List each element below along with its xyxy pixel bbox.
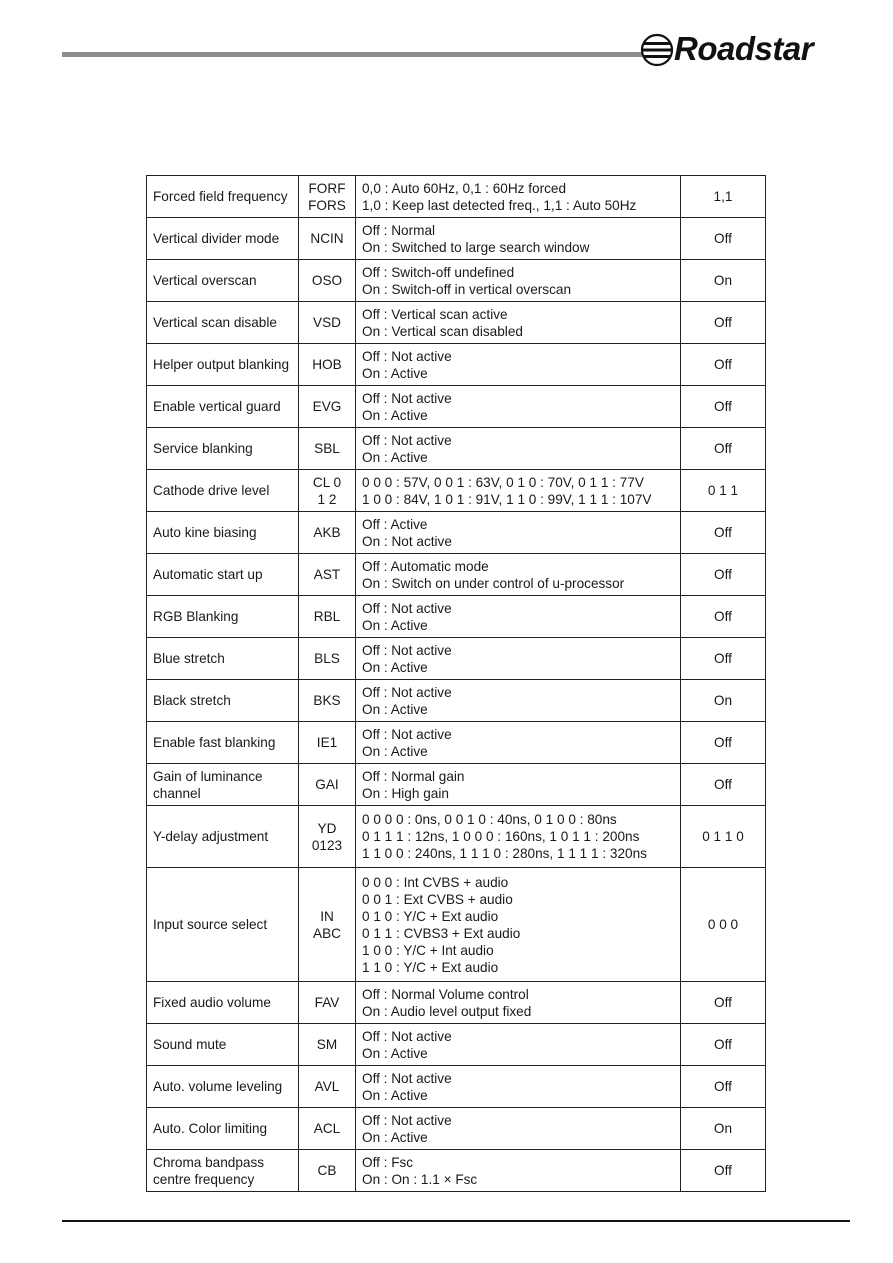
setting-name-cell <box>147 868 299 982</box>
setting-name-cell <box>147 554 299 596</box>
register-code: EVG <box>312 399 342 414</box>
setting-description-cell <box>356 1108 681 1150</box>
setting-description: 1 0 0 : Y/C + Int audio <box>362 942 494 958</box>
setting-description: On : Active <box>362 617 428 633</box>
register-code-cell <box>299 868 356 982</box>
setting-description-cell <box>356 868 681 982</box>
register-code: SBL <box>314 441 340 456</box>
setting-name-cell <box>147 512 299 554</box>
setting-name: Sound mute <box>153 1037 227 1052</box>
setting-name: RGB Blanking <box>153 609 239 624</box>
setting-description: 0 1 1 : CVBS3 + Ext audio <box>362 925 521 941</box>
setting-description: 1,0 : Keep last detected freq., 1,1 : Auto 50Hz <box>362 197 637 213</box>
setting-description: On : Active <box>362 449 428 465</box>
default-value: Off <box>681 1150 766 1192</box>
register-code: BLS <box>314 651 340 666</box>
setting-description: 0 1 0 : Y/C + Ext audio <box>362 908 499 924</box>
setting-description: 1 1 0 : Y/C + Ext audio <box>362 959 499 975</box>
register-code-cell <box>299 1024 356 1066</box>
table-row <box>147 218 766 260</box>
setting-description: Off : Not active <box>362 1112 452 1128</box>
brand-wordmark: Roadstar <box>674 30 814 67</box>
table-row <box>147 638 766 680</box>
register-code-cell <box>299 260 356 302</box>
setting-description: On : Active <box>362 1129 428 1145</box>
setting-name: Auto. Color limiting <box>153 1121 268 1136</box>
setting-name: Blue stretch <box>153 651 225 666</box>
register-code: AST <box>313 567 341 582</box>
setting-description: Off : Not active <box>362 642 452 658</box>
settings-table-body <box>147 176 766 1192</box>
table-row <box>147 386 766 428</box>
setting-description: On : Active <box>362 1087 428 1103</box>
register-code-cell <box>299 176 356 218</box>
register-code-cell <box>299 680 356 722</box>
setting-name-cell <box>147 1108 299 1150</box>
setting-description-cell <box>356 302 681 344</box>
register-code: BKS <box>313 693 341 708</box>
register-code-cell <box>299 554 356 596</box>
default-value: 1,1 <box>681 176 766 218</box>
setting-name: Cathode drive level <box>153 483 270 498</box>
setting-name: Vertical overscan <box>153 273 257 288</box>
setting-description: 0 0 1 : Ext CVBS + audio <box>362 891 513 907</box>
setting-name: Vertical scan disable <box>153 315 277 330</box>
setting-description: Off : Vertical scan active <box>362 306 508 322</box>
setting-description: On : Active <box>362 365 428 381</box>
setting-description-cell <box>356 554 681 596</box>
setting-name-cell <box>147 470 299 512</box>
default-value: 0 1 1 0 <box>681 806 766 868</box>
default-value: On <box>681 680 766 722</box>
setting-description-cell <box>356 176 681 218</box>
register-code: 0123 <box>311 837 343 853</box>
setting-name-cell <box>147 764 299 806</box>
brand-logo <box>640 30 855 74</box>
setting-description: On : On : 1.1 × Fsc <box>362 1171 478 1187</box>
setting-name: Automatic start up <box>153 567 263 582</box>
setting-description: On : Switched to large search window <box>362 239 590 255</box>
register-code-cell <box>299 512 356 554</box>
setting-name: Gain of luminance channel <box>153 768 263 801</box>
setting-description: Off : Normal <box>362 222 436 238</box>
setting-description: On : Active <box>362 407 428 423</box>
table-row <box>147 512 766 554</box>
table-row <box>147 1150 766 1192</box>
setting-description: Off : Switch-off undefined <box>362 264 515 280</box>
setting-description-cell <box>356 260 681 302</box>
register-code: FAV <box>314 995 340 1010</box>
register-code: 1 2 <box>317 491 337 507</box>
setting-name: Input source select <box>153 917 268 932</box>
settings-table <box>146 175 766 1192</box>
register-code-cell <box>299 428 356 470</box>
header-rule <box>62 52 642 57</box>
table-row <box>147 176 766 218</box>
register-code: ABC <box>313 925 341 941</box>
setting-name-cell <box>147 1066 299 1108</box>
register-code: ACL <box>313 1121 341 1136</box>
default-value: On <box>681 260 766 302</box>
default-value: Off <box>681 386 766 428</box>
setting-name: Fixed audio volume <box>153 995 271 1010</box>
setting-name-cell <box>147 176 299 218</box>
setting-description: Off : Active <box>362 516 428 532</box>
default-value: Off <box>681 764 766 806</box>
register-code-cell <box>299 1066 356 1108</box>
setting-name: Chroma bandpass <box>153 1154 265 1170</box>
setting-description-cell <box>356 1024 681 1066</box>
setting-description: On : Vertical scan disabled <box>362 323 523 339</box>
setting-description-cell <box>356 428 681 470</box>
setting-description: Off : Normal Volume control <box>362 986 529 1002</box>
setting-description: 0,0 : Auto 60Hz, 0,1 : 60Hz forced <box>362 180 567 196</box>
register-code-cell <box>299 722 356 764</box>
default-value: Off <box>681 428 766 470</box>
default-value: Off <box>681 638 766 680</box>
register-code-cell <box>299 218 356 260</box>
table-row <box>147 722 766 764</box>
table-row <box>147 344 766 386</box>
setting-description-cell <box>356 680 681 722</box>
setting-description: 0 0 0 : 57V, 0 0 1 : 63V, 0 1 0 : 70V, 0 1 1 : 77V <box>362 474 644 490</box>
setting-description-cell <box>356 344 681 386</box>
setting-description-cell <box>356 218 681 260</box>
table-row <box>147 868 766 982</box>
register-code-cell <box>299 344 356 386</box>
setting-name-cell <box>147 260 299 302</box>
setting-name: Forced field frequency <box>153 189 288 204</box>
setting-description-cell <box>356 982 681 1024</box>
setting-name-cell <box>147 680 299 722</box>
table-row <box>147 982 766 1024</box>
setting-description: Off : Fsc <box>362 1154 414 1170</box>
table-row <box>147 764 766 806</box>
register-code: IE1 <box>316 735 338 750</box>
setting-name-cell <box>147 982 299 1024</box>
setting-name-cell <box>147 386 299 428</box>
setting-name: Helper output blanking <box>153 357 290 372</box>
setting-description: Off : Not active <box>362 390 452 406</box>
register-code: VSD <box>313 315 341 330</box>
register-code: NCIN <box>310 231 344 246</box>
setting-name-cell <box>147 1024 299 1066</box>
setting-name: Black stretch <box>153 693 231 708</box>
setting-description-cell <box>356 764 681 806</box>
register-code-cell <box>299 1150 356 1192</box>
table-row <box>147 428 766 470</box>
setting-description-cell <box>356 1066 681 1108</box>
setting-description-cell <box>356 806 681 868</box>
default-value: Off <box>681 982 766 1024</box>
setting-description: Off : Not active <box>362 432 452 448</box>
default-value: On <box>681 1108 766 1150</box>
setting-name-cell <box>147 428 299 470</box>
setting-description: Off : Not active <box>362 726 452 742</box>
default-value: Off <box>681 1066 766 1108</box>
setting-description: On : Switch on under control of u-processor <box>362 575 625 591</box>
register-code: AKB <box>313 525 341 540</box>
setting-name-cell <box>147 344 299 386</box>
table-row <box>147 302 766 344</box>
setting-description: On : Switch-off in vertical overscan <box>362 281 572 297</box>
setting-description: On : High gain <box>362 785 449 801</box>
setting-description-cell <box>356 386 681 428</box>
setting-description: On : Active <box>362 743 428 759</box>
setting-description: Off : Not active <box>362 348 452 364</box>
setting-description-cell <box>356 596 681 638</box>
table-row <box>147 806 766 868</box>
register-code: FORS <box>308 197 346 213</box>
setting-name-cell <box>147 302 299 344</box>
table-row <box>147 1108 766 1150</box>
default-value: 0 1 1 <box>681 470 766 512</box>
setting-name: centre frequency <box>153 1171 255 1187</box>
table-row <box>147 260 766 302</box>
register-code-cell <box>299 596 356 638</box>
setting-name: Y-delay adjustment <box>153 829 269 844</box>
register-code: OSO <box>311 273 343 288</box>
roadstar-emblem-icon <box>640 32 674 68</box>
table-row <box>147 1024 766 1066</box>
table-row <box>147 596 766 638</box>
register-code: HOB <box>312 357 342 372</box>
register-code-cell <box>299 386 356 428</box>
setting-description: On : Not active <box>362 533 452 549</box>
setting-name: Auto kine biasing <box>153 525 257 540</box>
setting-description: 1 1 0 0 : 240ns, 1 1 1 0 : 280ns, 1 1 1 1 : 320ns <box>362 846 647 861</box>
default-value: Off <box>681 722 766 764</box>
default-value: 0 0 0 <box>681 868 766 982</box>
table-row <box>147 680 766 722</box>
setting-name: Vertical divider mode <box>153 231 280 246</box>
register-code-cell <box>299 470 356 512</box>
register-code-cell <box>299 764 356 806</box>
setting-name-cell <box>147 596 299 638</box>
register-code: GAI <box>315 777 339 792</box>
setting-description: Off : Automatic mode <box>362 558 489 574</box>
default-value: Off <box>681 512 766 554</box>
default-value: Off <box>681 596 766 638</box>
default-value: Off <box>681 554 766 596</box>
setting-name: Enable vertical guard <box>153 399 281 414</box>
setting-description: On : Audio level output fixed <box>362 1003 532 1019</box>
setting-description: On : Active <box>362 1045 428 1061</box>
register-code: RBL <box>313 609 341 624</box>
register-code-cell <box>299 1108 356 1150</box>
setting-name-cell <box>147 806 299 868</box>
setting-description: Off : Not active <box>362 684 452 700</box>
setting-description: On : Active <box>362 701 428 717</box>
setting-name-cell <box>147 218 299 260</box>
table-row <box>147 470 766 512</box>
setting-name-cell <box>147 722 299 764</box>
setting-description-cell <box>356 638 681 680</box>
setting-name: Service blanking <box>153 441 253 456</box>
register-code: AVL <box>314 1079 340 1094</box>
setting-description: On : Active <box>362 659 428 675</box>
setting-description-cell <box>356 470 681 512</box>
default-value: Off <box>681 302 766 344</box>
register-code: SM <box>316 1037 338 1052</box>
table-row <box>147 554 766 596</box>
setting-description: 0 1 1 1 : 12ns, 1 0 0 0 : 160ns, 1 0 1 1 : 200ns <box>362 829 640 844</box>
setting-description: Off : Not active <box>362 1070 452 1086</box>
setting-description: Off : Normal gain <box>362 768 465 784</box>
default-value: Off <box>681 344 766 386</box>
table-row <box>147 1066 766 1108</box>
register-code-cell <box>299 302 356 344</box>
default-value: Off <box>681 1024 766 1066</box>
register-code-cell <box>299 806 356 868</box>
setting-description-cell <box>356 512 681 554</box>
setting-name-cell <box>147 638 299 680</box>
setting-description: Off : Not active <box>362 600 452 616</box>
setting-name: Auto. volume leveling <box>153 1079 283 1094</box>
setting-name-cell <box>147 1150 299 1192</box>
register-code-cell <box>299 638 356 680</box>
register-code: YD <box>317 820 337 836</box>
footer-rule <box>62 1220 850 1222</box>
default-value: Off <box>681 218 766 260</box>
setting-description: Off : Not active <box>362 1028 452 1044</box>
register-code: FORF <box>308 180 346 196</box>
setting-description-cell <box>356 1150 681 1192</box>
register-code: CB <box>317 1163 337 1178</box>
register-code-cell <box>299 982 356 1024</box>
setting-description: 0 0 0 0 : 0ns, 0 0 1 0 : 40ns, 0 1 0 0 : 80ns <box>362 812 617 827</box>
register-code: IN <box>320 908 334 924</box>
setting-description-cell <box>356 722 681 764</box>
register-code: CL 0 <box>312 474 342 490</box>
setting-description: 1 0 0 : 84V, 1 0 1 : 91V, 1 1 0 : 99V, 1 1 1 : 107V <box>362 491 652 507</box>
setting-description: 0 0 0 : Int CVBS + audio <box>362 874 509 890</box>
setting-name: Enable fast blanking <box>153 735 276 750</box>
